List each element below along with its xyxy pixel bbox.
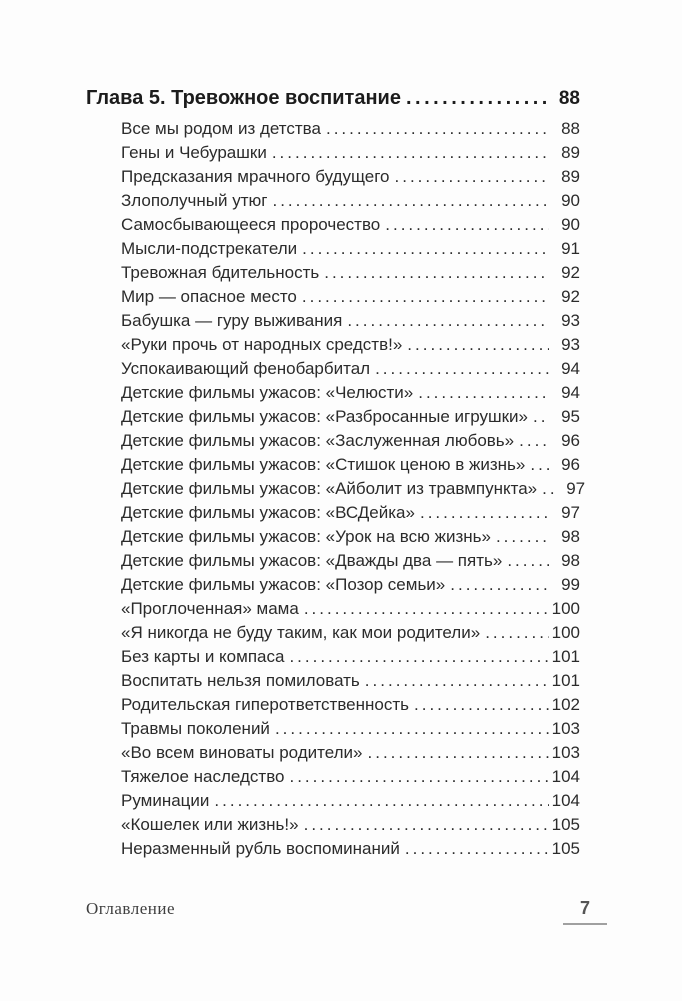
toc-entry-title: Детские фильмы ужасов: «Разбросанные игрушки» [121,407,528,426]
dot-leader [507,549,549,573]
toc-entry-title: «Руки прочь от народных средств!» [121,335,403,354]
toc-entry-row [121,405,580,429]
toc-entry-row [121,669,580,693]
dot-leader [496,525,549,549]
chapter-heading-row [86,84,580,113]
toc-entry-page-number: 100 [551,599,580,618]
dot-leader [289,645,549,669]
toc-entry-page-number: 104 [551,791,580,810]
dot-leader [406,84,549,112]
toc-entry-title: Все мы родом из детства [121,119,321,138]
dot-leader [302,285,549,309]
dot-leader [326,117,549,141]
toc-entry-page-number: 94 [561,359,580,378]
toc-entry-row [121,597,580,621]
toc-entry-title: Родительская гиперответственность [121,695,410,714]
toc-entry-row [121,741,580,765]
toc-entry-row [121,357,580,381]
dot-leader [272,141,549,165]
toc-entry-page-number: 98 [561,527,580,546]
toc-entry-page-number: 105 [551,815,580,834]
toc-entry-title: «Кошелек или жизнь!» [121,815,299,834]
toc-entry-title: Злополучный утюг [121,191,268,210]
toc-entry-title: Детские фильмы ужасов: «Айболит из травмпункта» [121,479,538,498]
toc-entry-page-number: 95 [561,407,580,426]
toc-entry-page-number: 100 [551,623,580,642]
dot-leader [418,381,549,405]
dot-leader [272,189,549,213]
dot-leader [275,717,549,741]
dot-leader [289,765,549,789]
toc-entry-page-number: 96 [561,455,580,474]
toc-entry-title: Успокаивающий фенобарбитал [121,359,371,378]
dot-leader [304,813,549,837]
toc-entry-page-number: 90 [561,191,580,210]
dot-leader [347,309,549,333]
toc-entry-page-number: 88 [561,119,580,138]
toc-entry-row [121,141,580,165]
toc-entry-row [121,189,580,213]
toc-entry-row [121,381,580,405]
page-footer [86,898,607,925]
toc-entry-row [121,285,580,309]
dot-leader [304,597,549,621]
toc-entry-title: Тяжелое наследство [121,767,285,786]
toc-entry-title: Гены и Чебурашки [121,143,267,162]
dot-leader [375,357,549,381]
toc-entry-row [121,645,580,669]
toc-entry-page-number: 101 [551,647,580,666]
toc-entry-page-number: 93 [561,335,580,354]
toc-entry-page-number: 97 [566,479,586,498]
folio-page-number: 7 [563,898,607,925]
toc-entry-title: Бабушка — гуру выживания [121,311,343,330]
toc-entry-row [121,525,580,549]
toc-entry-row [121,477,586,501]
toc-entry-page-number: 90 [561,215,580,234]
toc-entry-row [121,333,580,357]
toc-entry-page-number: 101 [551,671,580,690]
toc-entry-page-number: 99 [561,575,580,594]
toc-entry-title: Детские фильмы ужасов: «Урок на всю жизнь» [121,527,491,546]
dot-leader [302,237,549,261]
toc-entry-title: Предсказания мрачного будущего [121,167,390,186]
toc-entry-title: «Я никогда не буду таким, как мои родители» [121,623,481,642]
toc-entry-row [121,213,580,237]
dot-leader [533,405,549,429]
toc-entry-row [121,765,580,789]
toc-entry-row [121,837,580,861]
dot-leader [420,501,549,525]
toc-entry-title: Мысли-подстрекатели [121,239,298,258]
toc-entry-title: Детские фильмы ужасов: «Дважды два — пять» [121,551,503,570]
toc-entry-page-number: 96 [561,431,580,450]
toc-entry-page-number: 97 [561,503,580,522]
dot-leader [395,165,550,189]
toc-entry-list [121,117,586,861]
dot-leader [385,213,549,237]
chapter-title: Глава 5. Тревожное воспитание [86,87,401,109]
toc-entry-title: Детские фильмы ужасов: «Позор семьи» [121,575,446,594]
toc-entry-row [121,453,580,477]
toc-entry-title: «Во всем виноваты родители» [121,743,363,762]
toc-entry-row [121,573,580,597]
chapter-page-number: 88 [558,88,580,109]
toc-entry-row [121,117,580,141]
toc-entry-title: Травмы поколений [121,719,270,738]
toc-entry-page-number: 102 [551,695,580,714]
toc-entry-title: Руминации [121,791,210,810]
dot-leader [519,429,549,453]
toc-entry-row [121,813,580,837]
toc-entry-title: Тревожная бдительность [121,263,320,282]
toc-entry-page-number: 89 [561,143,580,162]
toc-entry-row [121,789,580,813]
toc-entry-title: Детские фильмы ужасов: «Заслуженная любовь» [121,431,515,450]
toc-entry-title: Неразменный рубль воспоминаний [121,839,400,858]
toc-entry-page-number: 93 [561,311,580,330]
footer-section-label: Оглавление [86,899,175,918]
toc-entry-row [121,717,580,741]
toc-entry-title: Мир — опасное место [121,287,297,306]
toc-entry-row [121,549,580,573]
dot-leader [530,453,549,477]
toc-entry-page-number: 91 [561,239,580,258]
toc-entry-page-number: 103 [551,719,580,738]
toc-entry-title: Детские фильмы ужасов: «Челюсти» [121,383,414,402]
toc-entry-row [121,237,580,261]
toc-entry-page-number: 98 [561,551,580,570]
toc-entry-page-number: 103 [551,743,580,762]
toc-entry-row [121,501,580,525]
dot-leader [405,837,549,861]
toc-entry-title: Самосбывающееся пророчество [121,215,381,234]
toc-entry-row [121,429,580,453]
dot-leader [407,333,549,357]
toc-entry-page-number: 89 [561,167,580,186]
dot-leader [485,621,549,645]
toc-entry-title: Воспитать нельзя помиловать [121,671,360,690]
toc-entry-page-number: 94 [561,383,580,402]
dot-leader [542,477,554,501]
toc-entry-title: «Проглоченная» мама [121,599,299,618]
toc-entry-row [121,621,580,645]
toc-entry-title: Без карты и компаса [121,647,285,666]
toc-entry-page-number: 104 [551,767,580,786]
toc-entry-page-number: 92 [561,263,580,282]
toc-entry-row [121,261,580,285]
toc-entry-row [121,165,580,189]
dot-leader [450,573,549,597]
toc-entry-row [121,693,580,717]
toc-entry-title: Детские фильмы ужасов: «ВСДейка» [121,503,415,522]
dot-leader [365,669,549,693]
toc-entry-title: Детские фильмы ужасов: «Стишок ценою в жизнь» [121,455,526,474]
toc-entry-page-number: 105 [551,839,580,858]
dot-leader [214,789,549,813]
toc-entry-page-number: 92 [561,287,580,306]
dot-leader [368,741,549,765]
dot-leader [324,261,549,285]
dot-leader [414,693,549,717]
toc-entry-row [121,309,580,333]
